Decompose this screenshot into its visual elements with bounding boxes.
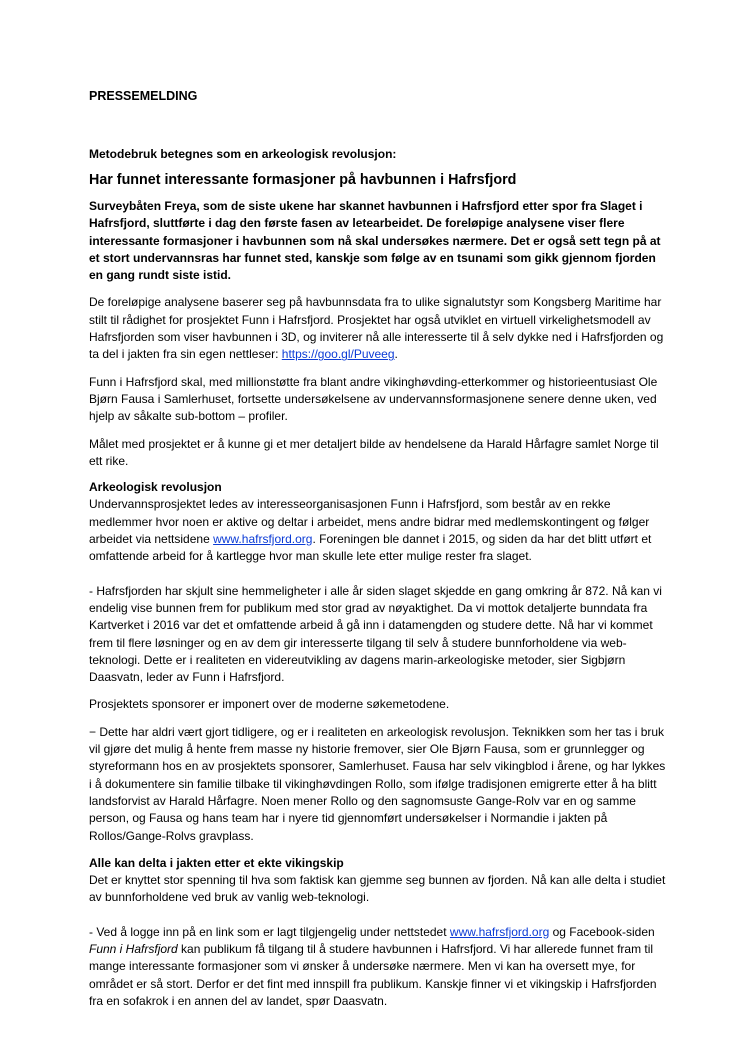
press-release-page bbox=[89, 88, 669, 1010]
section-heading-vikingskip: Alle kan delta i jakten etter et ekte vikingskip bbox=[89, 855, 344, 870]
section1-paragraph-1-text-a: Undervannsprosjektet ledes av interesseorganisasjonen Funn i Hafrsfjord, som består av en rekke medlemmer hvor noen er aktive og deltar i arbeidet, mens andre bidrar med medlemskontingent og følger arbeidet via nettsidene bbox=[89, 497, 650, 547]
section2-paragraph-2-text-c: kan publikum få tilgang til å studere havbunnen i Hafrsfjord. Vi har allerede funnet fram til mange interessante formasjoner som vi ønsker å undersøke nærmere. Men vi kan ha oversett mye, for området er så stort. Derfor er det fint med innspill fra publikum. Kanskje finner vi et vikingskip i Hafrsfjorden fra en sofakrok i en annen del av landet, spør Daasvatn. bbox=[89, 941, 657, 1008]
section-heading-arkeologisk-revolusjon: Arkeologisk revolusjon bbox=[89, 480, 222, 495]
vr-model-link[interactable]: https://goo.gl/Puveeg bbox=[281, 347, 395, 362]
body-paragraph-2: Funn i Hafrsfjord skal, med millionstøtte fra blant andre vikinghøvding-etterkommer og historieentusiast Ole Bjørn Fausa i Samlerhuset, fortsette undersøkelsene av undervannsformasjonene senere denne uken, ved hjelp av såkalte sub-bottom – profiler. bbox=[89, 374, 658, 424]
section1-paragraph-1 bbox=[89, 496, 669, 565]
hafrsfjord-website-link-2[interactable]: www.hafrsfjord.org bbox=[449, 924, 550, 939]
body-paragraph-1 bbox=[89, 294, 669, 363]
section2-paragraph-2 bbox=[89, 924, 669, 1010]
section2-paragraph-1: Det er knyttet stor spenning til hva som faktisk kan gjemme seg bunnen av fjorden. Nå kan alle delta i studiet av bunnforholdene ved bruk av vanlig web-teknologi. bbox=[89, 873, 666, 905]
section1-paragraph-4: − Dette har aldri vært gjort tidligere, og er i realiteten en arkeologisk revolusjon. Teknikken som her tas i bruk vil gjøre det mulig å hente frem masse ny historie fremover, sier Ole Bjørn Fausa, som er grunnlegger og styreformann hos en av prosjektets sponsorer, Samlerhuset. Fausa har selv vikingblod i årene, og har lykkes i å dokumentere sin familie tilbake til vikinghøvdingen Rollo, som ifølge tradisjonen emigrerte etter å ha blitt landsforvist av Harald Hårfagre. Noen mener Rollo og den sagnomsuste Gange-Rolv var en og samme person, og Fausa og hans team har i nyere tid gjennomført undersøkelser i Normandie i jakten på Rollos/Gange-Rolvs gravplass. bbox=[89, 724, 666, 843]
section2-paragraph-2-text-a: - Ved å logge inn på en link som er lagt tilgjengelig under nettstedet bbox=[89, 924, 450, 939]
section1-paragraph-3: Prosjektets sponsorer er imponert over de moderne søkemetodene. bbox=[89, 697, 450, 712]
section1-paragraph-1-text-b: . Foreningen ble dannet i 2015, og siden da har det blitt utført et omfattende arbeid for å kartlegge hvor man skulle lete etter mulige rester fra slaget. bbox=[89, 532, 652, 564]
lead-paragraph: Surveybåten Freya, som de siste ukene har skannet havbunnen i Hafrsfjord etter spor fra Slaget i Hafrsfjord, sluttførte i dag den første fasen av letearbeidet. De foreløpige analysene viser flere interessante formasjoner i havbunnen som nå skal undersøkes nærmere. Det er også sett tegn på at et stort undervannsras har funnet sted, kanskje som følge av en tsunami som gikk gjennom fjorden en gang rundt siste istid. bbox=[89, 199, 661, 283]
hafrsfjord-website-link[interactable]: www.hafrsfjord.org bbox=[213, 532, 313, 547]
body-paragraph-3: Målet med prosjektet er å kunne gi et mer detaljert bilde av hendelsene da Harald Hårfagre samlet Norge til ett rike. bbox=[89, 436, 659, 468]
headline: Har funnet interessante formasjoner på havbunnen i Hafrsfjord bbox=[89, 172, 517, 188]
body-paragraph-1-text: De foreløpige analysene baserer seg på havbunnsdata fra to ulike signalutstyr som Kongsberg Maritime har stilt til rådighet for prosjektet Funn i Hafrsfjord. Prosjektet har også utviklet en virtuell virkelighetsmodell av Hafrsfjorden som viser havbunnen i 3D, og inviterer nå alle interesserte til å selv dykke ned i Hafrsfjorden og ta del i jakten fra sin egen nettleser: bbox=[89, 295, 664, 362]
section1-paragraph-2: - Hafrsfjorden har skjult sine hemmeligheter i alle år siden slaget skjedde en gang omkring år 872. Nå kan vi endelig vise bunnen frem for publikum med stor grad av nøyaktighet. Da vi mottok detaljerte bunndata fra Kartverket i 2016 var det et omfattende arbeid å gå inn i datamengden og studere dette. Nå har vi kommet frem til flere løsninger og en av dem gir interesserte tilgang til selv å studere bunnforholdene via web-teknologi. Dette er i realiteten en videreutvikling av dagens marin-arkeologiske metoder, sier Sigbjørn Daasvatn, leder av Funn i Hafrsfjord. bbox=[89, 583, 662, 685]
document-label: PRESSEMELDING bbox=[89, 89, 198, 103]
kicker: Metodebruk betegnes som en arkeologisk revolusjon: bbox=[89, 147, 397, 161]
facebook-page-name: Funn i Hafrsfjord bbox=[89, 941, 178, 956]
body-paragraph-1-end: . bbox=[394, 347, 398, 362]
section2-paragraph-2-text-b: og Facebook-siden bbox=[549, 924, 655, 939]
